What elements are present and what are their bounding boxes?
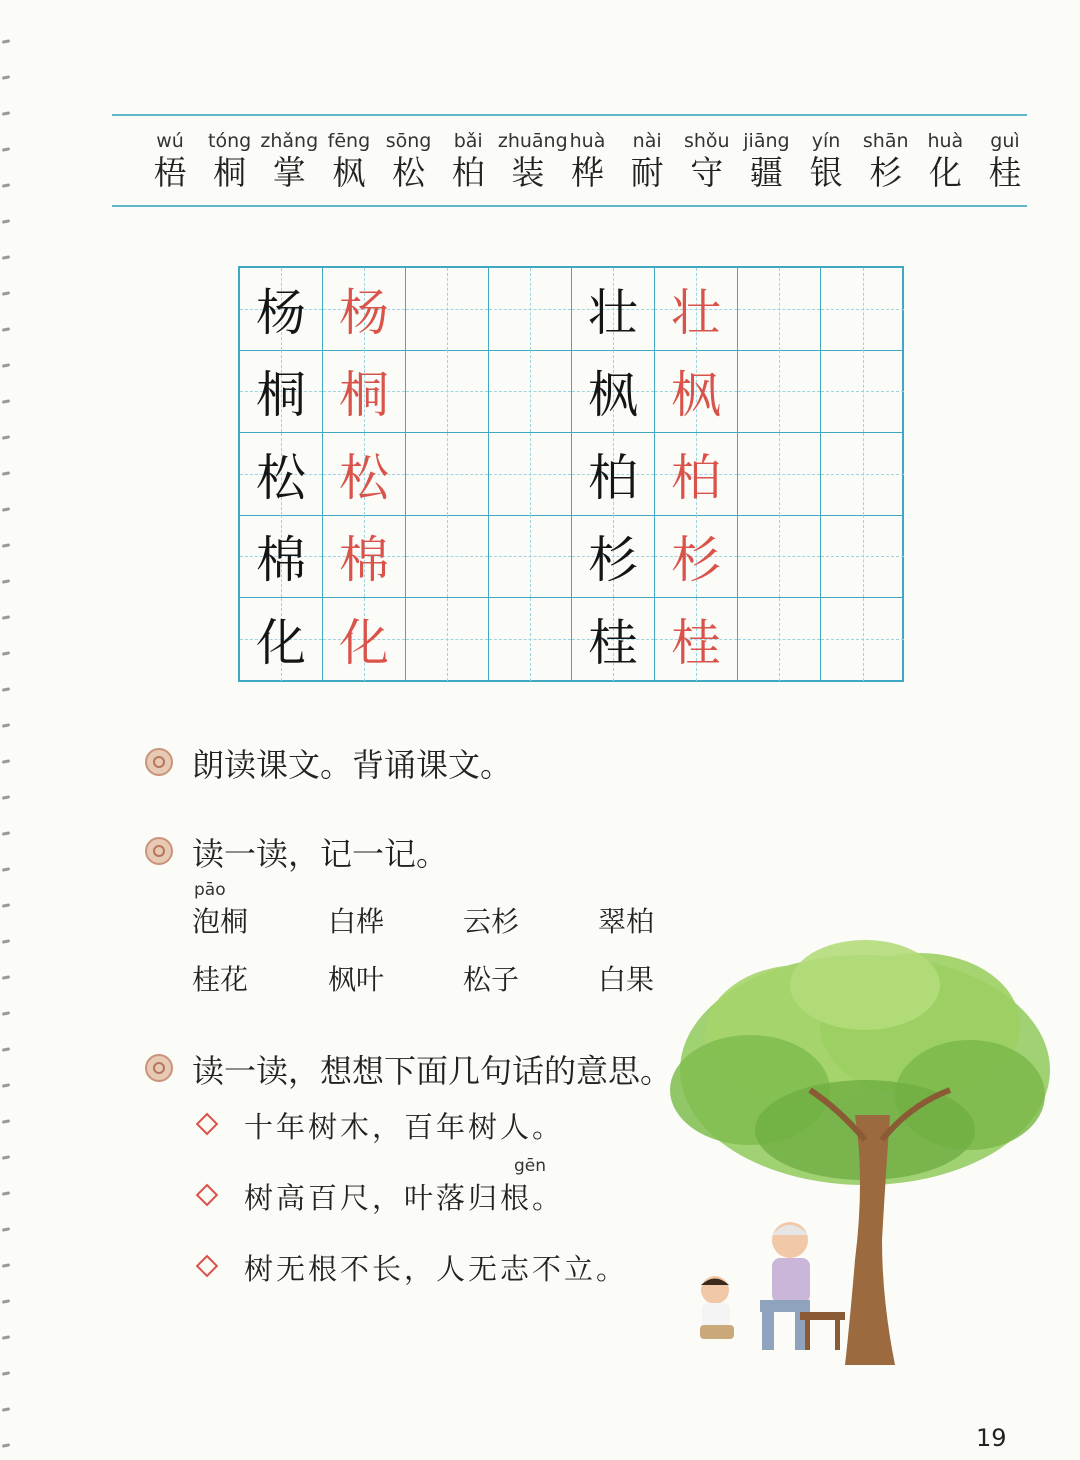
exercise-1-text: 朗读课文。背诵课文。 <box>192 746 513 784</box>
binding-mark <box>2 543 10 548</box>
word-item: 白桦 <box>328 905 385 938</box>
new-character <box>677 128 737 192</box>
grid-cell <box>655 433 738 516</box>
binding-mark <box>2 1299 10 1304</box>
binding-mark <box>2 1119 10 1124</box>
binding-mark <box>2 507 10 512</box>
model-character: 桂 <box>671 614 721 673</box>
grid-cell <box>406 350 489 433</box>
practice-character: 桂 <box>588 614 638 673</box>
grid-cell <box>821 433 904 516</box>
practice-character: 枫 <box>588 366 638 425</box>
word-item: 松子 <box>463 963 520 996</box>
binding-mark <box>2 1407 10 1412</box>
grid-cell <box>821 350 904 433</box>
new-character <box>259 128 319 192</box>
character-pinyin: wú <box>156 130 184 152</box>
binding-mark <box>2 615 10 620</box>
binding-mark <box>2 1227 10 1232</box>
grid-cell <box>240 433 323 516</box>
new-character <box>497 128 568 192</box>
new-character <box>617 128 677 192</box>
model-character: 棉 <box>339 531 389 590</box>
new-character <box>319 128 379 192</box>
character-hanzi: 桂 <box>988 153 1022 192</box>
grid-cell <box>406 598 489 681</box>
binding-mark <box>2 147 10 152</box>
grid-cell <box>821 268 904 351</box>
binding-mark <box>2 291 10 296</box>
child-figure <box>700 1276 734 1339</box>
binding-mark <box>2 1155 10 1160</box>
grid-cell <box>655 268 738 351</box>
practice-character: 桐 <box>256 366 306 425</box>
binding-mark <box>2 39 10 44</box>
character-pinyin: zhǎng <box>260 130 319 152</box>
model-character: 桐 <box>339 366 389 425</box>
exercise-icon <box>145 748 173 776</box>
new-character <box>200 128 260 192</box>
grid-cell <box>821 515 904 598</box>
binding-mark <box>2 867 10 872</box>
grid-cell <box>738 433 821 516</box>
binding-mark <box>2 1443 10 1448</box>
proverb-line: 树无根不长，人无志不立。 <box>244 1252 629 1286</box>
exercise-3-text: 读一读，想想下面几句话的意思。 <box>192 1052 673 1090</box>
character-pinyin: huà <box>927 130 964 152</box>
grid-cell <box>489 268 572 351</box>
new-character <box>856 128 916 192</box>
new-character <box>796 128 856 192</box>
character-pinyin: jiāng <box>743 130 790 152</box>
new-character <box>975 128 1035 192</box>
grid-cell <box>572 598 655 681</box>
grid-cell <box>738 598 821 681</box>
binding-mark <box>2 795 10 800</box>
grid-cell <box>240 268 323 351</box>
character-hanzi: 梧 <box>153 153 187 192</box>
bottom-rule <box>112 205 1027 207</box>
model-character: 松 <box>339 448 389 507</box>
character-pinyin: bǎi <box>453 130 483 152</box>
binding-mark <box>2 1191 10 1196</box>
pinyin-gen: gēn <box>514 1156 547 1176</box>
new-character <box>140 128 200 192</box>
practice-character: 柏 <box>588 448 638 507</box>
diamond-bullet-icon <box>196 1255 219 1278</box>
grid-cell <box>323 350 406 433</box>
grid-cell <box>655 350 738 433</box>
grid-cell <box>738 350 821 433</box>
grid-cell <box>406 268 489 351</box>
character-pinyin: tóng <box>208 130 252 152</box>
binding-mark <box>2 939 10 944</box>
proverb-line: 十年树木，百年树人。 <box>244 1110 565 1144</box>
binding-mark <box>2 1047 10 1052</box>
grid-cell <box>406 433 489 516</box>
grid-cell <box>489 433 572 516</box>
model-character: 壮 <box>671 284 721 342</box>
binding-edge <box>0 0 14 1460</box>
binding-mark <box>2 1011 10 1016</box>
grid-cell <box>323 433 406 516</box>
grid-cell <box>655 515 738 598</box>
character-hanzi: 柏 <box>451 153 485 192</box>
binding-mark <box>2 687 10 692</box>
binding-mark <box>2 183 10 188</box>
binding-mark <box>2 471 10 476</box>
character-hanzi: 松 <box>392 153 426 192</box>
grid-cell <box>323 515 406 598</box>
binding-mark <box>2 975 10 980</box>
character-hanzi: 掌 <box>272 153 306 192</box>
practice-character: 杨 <box>256 284 306 342</box>
grandfather-figure <box>760 1222 845 1350</box>
grid-cell <box>240 350 323 433</box>
grid-cell <box>738 515 821 598</box>
grid-cell <box>821 598 904 681</box>
binding-mark <box>2 399 10 404</box>
grid-cell <box>572 515 655 598</box>
grid-cell <box>572 433 655 516</box>
practice-character: 棉 <box>256 531 306 590</box>
grid-cell <box>572 350 655 433</box>
model-character: 杉 <box>671 531 721 590</box>
character-pinyin: huà <box>569 130 606 152</box>
character-hanzi: 装 <box>511 153 545 192</box>
page-number: 19 <box>976 1424 1007 1452</box>
new-character <box>736 128 796 192</box>
character-pinyin: yín <box>811 130 841 152</box>
binding-mark <box>2 435 10 440</box>
character-hanzi: 耐 <box>630 153 664 192</box>
binding-mark <box>2 363 10 368</box>
grid-cell <box>572 268 655 351</box>
binding-mark <box>2 723 10 728</box>
writing-grid <box>238 266 904 682</box>
tree-illustration <box>650 940 1050 1380</box>
word-item: 枫叶 <box>328 963 385 996</box>
model-character: 柏 <box>671 448 721 507</box>
practice-character: 松 <box>256 448 306 507</box>
word-item: 桂花 <box>192 963 249 996</box>
practice-character: 壮 <box>588 284 638 342</box>
binding-mark <box>2 1263 10 1268</box>
new-character <box>438 128 498 192</box>
pinyin-pao: pāo <box>194 880 226 900</box>
binding-mark <box>2 1083 10 1088</box>
word-item: 云杉 <box>463 905 520 938</box>
character-pinyin: shǒu <box>683 130 730 152</box>
new-characters-row <box>150 128 1022 198</box>
character-hanzi: 桐 <box>213 153 247 192</box>
character-pinyin: shān <box>862 130 909 152</box>
grid-cell <box>489 598 572 681</box>
new-character <box>379 128 439 192</box>
character-hanzi: 枫 <box>332 153 366 192</box>
character-pinyin: guì <box>990 130 1020 152</box>
grid-cell <box>738 268 821 351</box>
diamond-bullet-icon <box>196 1184 219 1207</box>
new-character <box>558 128 618 192</box>
character-hanzi: 银 <box>809 153 843 192</box>
binding-mark <box>2 327 10 332</box>
exercise-icon <box>145 1054 173 1082</box>
character-pinyin: fēng <box>327 130 371 152</box>
proverb-line: 树高百尺，叶落归根。 <box>244 1181 565 1215</box>
grid-cell <box>323 268 406 351</box>
character-hanzi: 杉 <box>869 153 903 192</box>
binding-mark <box>2 255 10 260</box>
binding-mark <box>2 903 10 908</box>
grid-cell <box>489 350 572 433</box>
character-hanzi: 桦 <box>571 153 604 192</box>
binding-mark <box>2 1371 10 1376</box>
character-hanzi: 守 <box>690 153 724 192</box>
character-hanzi: 化 <box>928 153 962 192</box>
grid-cell <box>240 515 323 598</box>
exercise-2-text: 读一读，记一记。 <box>192 835 449 873</box>
binding-mark <box>2 579 10 584</box>
new-character <box>915 128 975 192</box>
binding-mark <box>2 111 10 116</box>
practice-character: 化 <box>256 614 306 673</box>
binding-mark <box>2 831 10 836</box>
word-item: 泡桐 <box>192 905 249 938</box>
character-pinyin: nài <box>632 130 662 152</box>
grid-cell <box>655 598 738 681</box>
character-pinyin: zhuāng <box>497 130 568 152</box>
word-item: 翠柏 <box>598 905 655 938</box>
binding-mark <box>2 1335 10 1340</box>
character-pinyin: sōng <box>385 130 432 152</box>
model-character: 杨 <box>339 284 389 342</box>
binding-mark <box>2 219 10 224</box>
top-rule <box>112 114 1027 116</box>
grid-cell <box>489 515 572 598</box>
character-hanzi: 疆 <box>749 153 783 192</box>
exercise-icon <box>145 837 173 865</box>
grid-cell <box>240 598 323 681</box>
word-item: 白果 <box>598 963 655 996</box>
model-character: 化 <box>339 614 389 673</box>
practice-character: 杉 <box>588 531 638 590</box>
model-character: 枫 <box>671 366 721 425</box>
binding-mark <box>2 75 10 80</box>
binding-mark <box>2 651 10 656</box>
grid-cell <box>406 515 489 598</box>
grid-cell <box>323 598 406 681</box>
binding-mark <box>2 759 10 764</box>
diamond-bullet-icon <box>196 1113 219 1136</box>
